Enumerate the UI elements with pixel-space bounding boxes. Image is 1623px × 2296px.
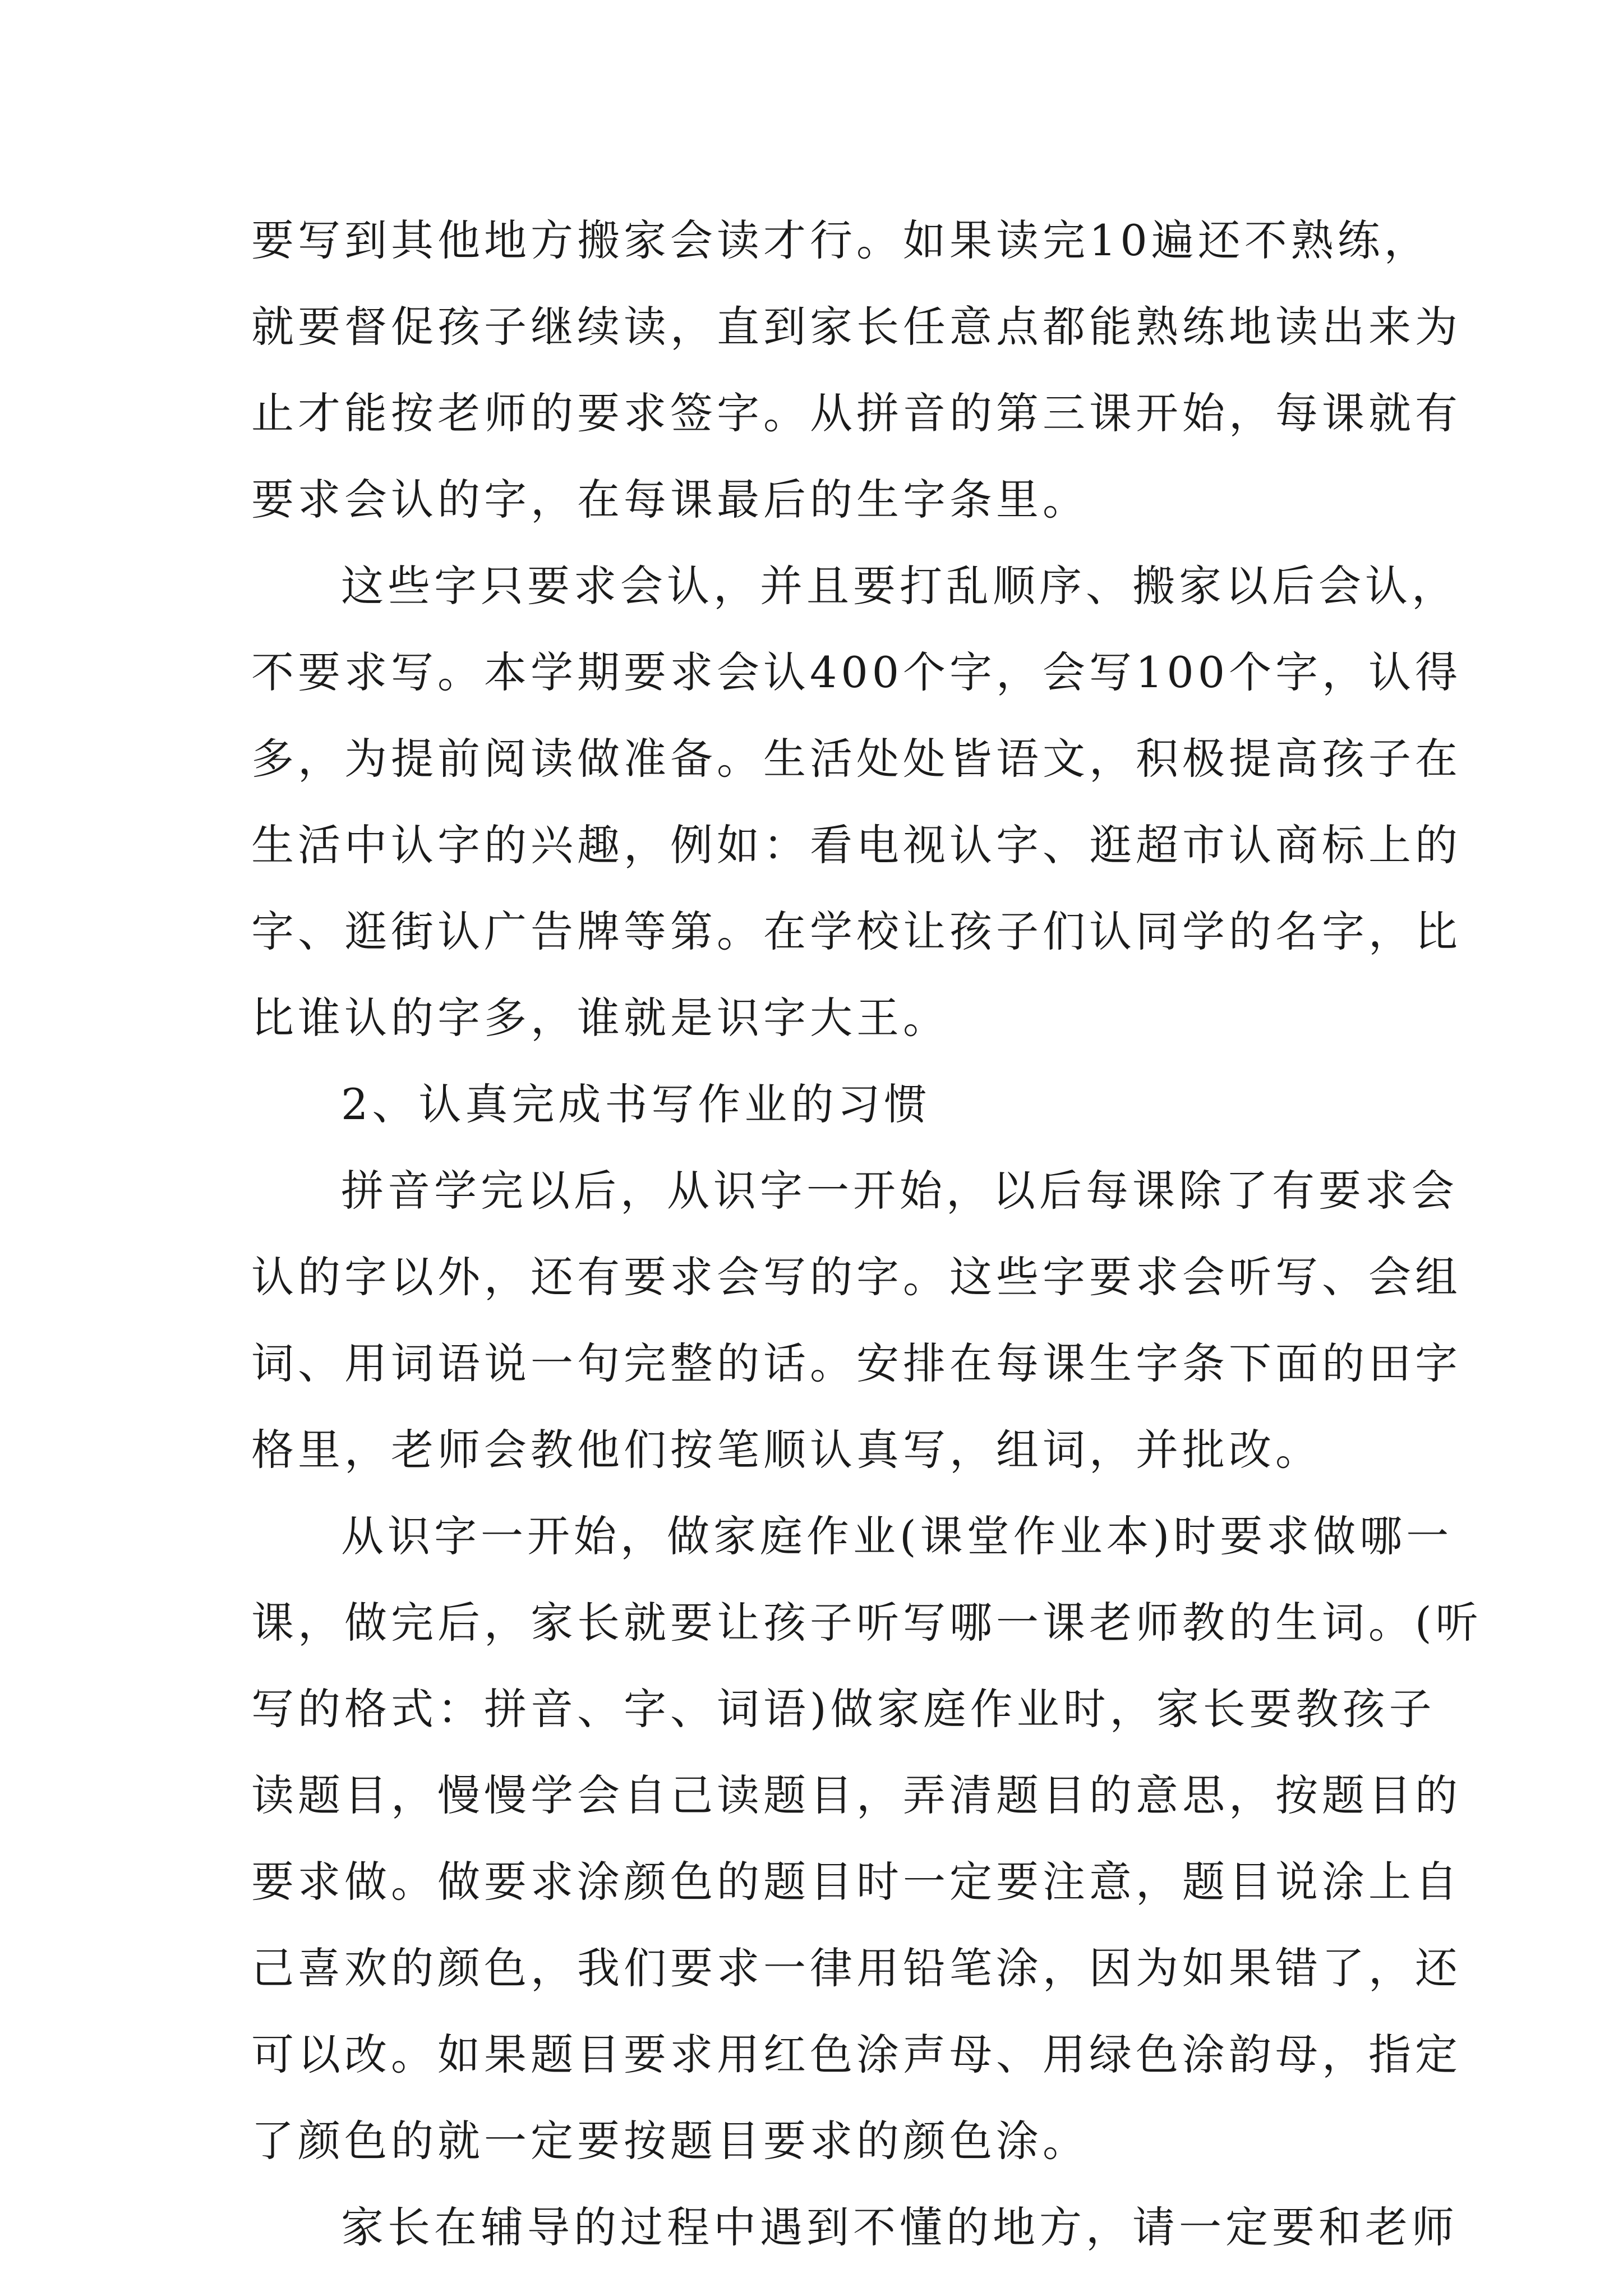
text-line: 拼音学完以后，从识字一开始，以后每课除了有要求会 xyxy=(341,1166,1458,1216)
heading-text: 2、认真完成书写作业的习惯 xyxy=(341,1079,931,1129)
text-line: 了颜色的就一定要按题目要求的颜色涂。 xyxy=(251,2116,1089,2166)
text-line: 不要求写。本学期要求会认400个字，会写100个字，认得 xyxy=(251,647,1462,697)
paragraph-4 xyxy=(251,1493,1482,2184)
paragraph-1 xyxy=(251,197,1461,543)
text-line: 多，为提前阅读做准备。生活处处皆语文，积极提高孩子在 xyxy=(251,734,1461,784)
text-line: 可以改。如果题目要求用红色涂声母、用绿色涂韵母，指定 xyxy=(251,2030,1461,2079)
text-line: 生活中认字的兴趣，例如：看电视认字、逛超市认商标上的 xyxy=(251,820,1461,870)
section-heading xyxy=(251,1061,1386,1148)
paragraph-5 xyxy=(251,2184,1458,2271)
text-line: 要求会认的字，在每课最后的生字条里。 xyxy=(251,475,1089,524)
text-line: 字、逛街认广告牌等第。在学校让孩子们认同学的名字，比 xyxy=(251,907,1461,956)
text-line: 家长在辅导的过程中遇到不懂的地方，请一定要和老师 xyxy=(341,2202,1458,2252)
text-line: 要写到其他地方搬家会读才行。如果读完10遍还不熟练， xyxy=(251,215,1431,265)
text-line: 己喜欢的颜色，我们要求一律用铅笔涂，因为如果错了，还 xyxy=(251,1943,1461,1993)
text-line: 词、用词语说一句完整的话。安排在每课生字条下面的田字 xyxy=(251,1338,1461,1388)
text-line: 从识字一开始，做家庭作业(课堂作业本)时要求做哪一 xyxy=(341,1511,1453,1561)
text-line: 写的格式：拼音、字、词语)做家庭作业时，家长要教孩子 xyxy=(251,1684,1436,1734)
paragraph-3 xyxy=(251,1148,1461,1493)
text-line: 止才能按老师的要求签字。从拼音的第三课开始，每课就有 xyxy=(251,388,1461,438)
text-line: 格里，老师会教他们按笔顺认真写，组词，并批改。 xyxy=(251,1425,1322,1475)
text-line: 就要督促孩子继续读，直到家长任意点都能熟练地读出来为 xyxy=(251,302,1461,352)
text-line: 比谁认的字多，谁就是识字大王。 xyxy=(251,993,949,1043)
document-body xyxy=(251,197,1482,2271)
paragraph-2 xyxy=(251,543,1462,1061)
text-line: 读题目，慢慢学会自己读题目，弄清题目的意思，按题目的 xyxy=(251,1770,1461,1820)
text-line: 认的字以外，还有要求会写的字。这些字要求会听写、会组 xyxy=(251,1252,1461,1302)
text-line: 这些字只要求会认，并且要打乱顺序、搬家以后会认， xyxy=(341,561,1458,611)
text-line: 课，做完后，家长就要让孩子听写哪一课老师教的生词。(听 xyxy=(251,1598,1482,1648)
text-line: 要求做。做要求涂颜色的题目时一定要注意，题目说涂上自 xyxy=(251,1857,1461,1907)
